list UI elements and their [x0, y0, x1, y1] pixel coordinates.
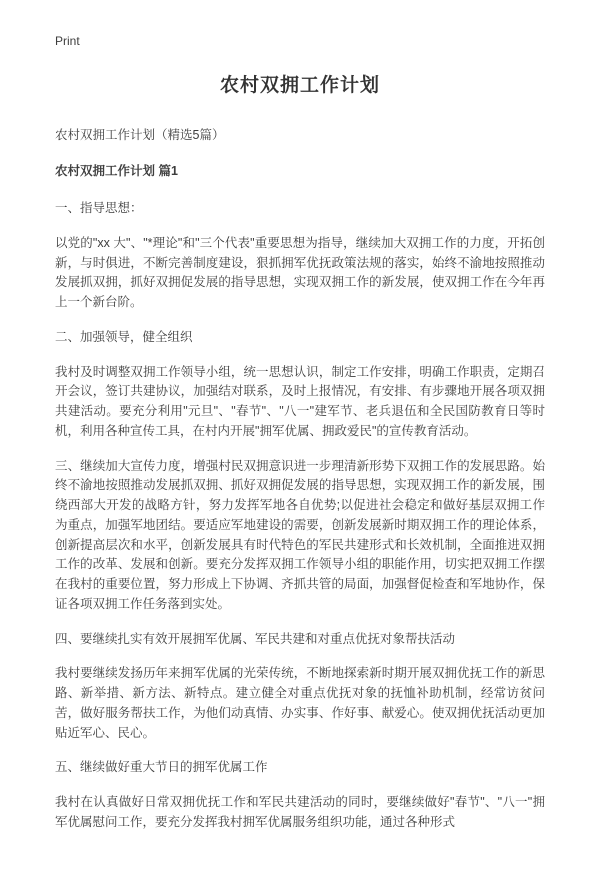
document-subtitle: 农村双拥工作计划（精选5篇） — [55, 128, 225, 142]
section-heading: 农村双拥工作计划 篇1 — [55, 164, 178, 178]
section-3-paragraph: 三、继续加大宣传力度，增强村民双拥意识进一步理清新形势下双拥工作的发展思路。始终不渝地按照推动发展抓双拥、抓好双拥促发展的指导思想，实现双拥工作的新发展，围绕西部大开发的战略方针，努力发挥军地各自优势;以促进社会稳定和做好基层双拥工作为重点，加强军地团结。要适应军地建设的需要，创新发展新时期双拥工作的理论体系，创新提高层次和水平，创新发展具有时代特色的军民共建形式和长效机制，全面推进双拥工作的改革、发展和创新。要充分发挥双拥工作领导小组的职能作用，切实把双拥工作摆在我村的重要位置，努力形成上下协调、齐抓共管的局面，加强督促检查和军地协作，保证各项双拥工作任务落到实处。 — [55, 458, 545, 611]
section-1-heading: 一、指导思想： — [55, 201, 143, 215]
section-2-heading: 二、加强领导，健全组织 — [55, 329, 193, 344]
section-5-paragraph: 我村在认真做好日常双拥优抚工作和军民共建活动的同时，要继续做好"春节"、"八一"拥军优属慰问工作，要充分发挥我村拥军优属服务组织功能，通过各种形式 — [55, 795, 545, 829]
section-4-paragraph: 我村要继续发扬历年来拥军优属的光荣传统，不断地探索新时期开展双拥优抚工作的新思路、新举措、新方法、新特点。建立健全对重点优抚对象的抚恤补助机制，经常访贫问苦，做好服务帮扶工作，为他们动真情、办实事、作好事、献爱心。使双拥优抚活动更加贴近军心、民心。 — [55, 666, 545, 740]
section-2-paragraph: 我村及时调整双拥工作领导小组，统一思想认识，制定工作安排，明确工作职责，定期召开会议，签订共建协议，加强结对联系，及时上报情况，有安排、有步骤地开展各项双拥共建活动。要充分利用"元旦"、"春节"、"八一"建军节、老兵退伍和全民国防教育日等时机，利用各种宣传工具，在村内开展"拥军优属、拥政爱民"的宣传教育活动。 — [55, 364, 545, 438]
section-4-heading: 四、要继续扎实有效开展拥军优属、军民共建和对重点优抚对象帮扶活动 — [55, 631, 456, 646]
print-button[interactable]: Print — [55, 34, 80, 48]
section-1-paragraph: 以党的"xx 大"、"*理论"和"三个代表"重要思想为指导，继续加大双拥工作的力度，开拓创新，与时俱进，不断完善制度建设，狠抓拥军优抚政策法规的落实，始终不渝地按照推动发展抓双拥，抓好双拥促发展的指导思想，实现双拥工作的新发展，使双拥工作在今年再上一个新台阶。 — [55, 235, 545, 309]
page-title: 农村双拥工作计划 — [219, 75, 380, 96]
section-5-heading: 五、继续做好重大节日的拥军优属工作 — [55, 760, 268, 775]
